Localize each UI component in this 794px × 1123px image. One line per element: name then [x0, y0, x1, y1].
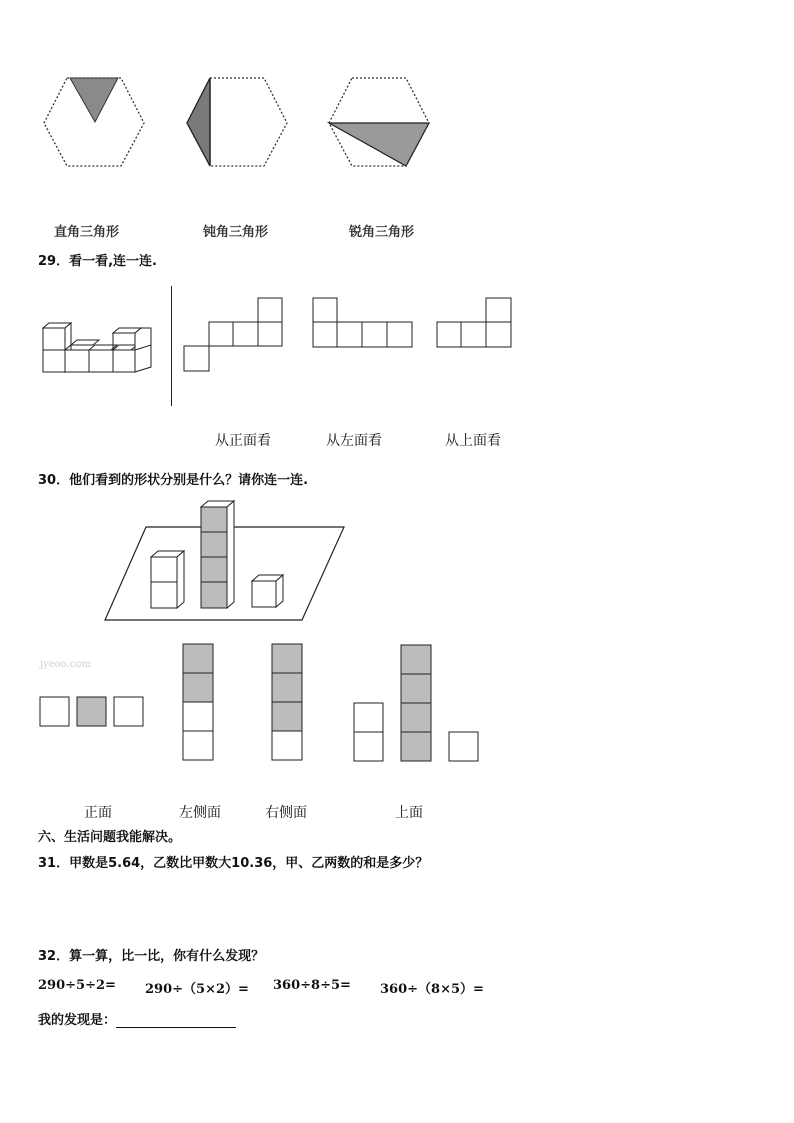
- section-6-title: 六、生活问题我能解决。: [38, 830, 182, 845]
- question-32-title: 32．算一算，比一比，你有什么发现？: [38, 949, 265, 964]
- label-right-triangle: 直角三角形: [54, 225, 120, 240]
- watermark: jyeoo.com: [40, 659, 91, 670]
- label-acute-triangle: 锐角三角形: [349, 225, 415, 240]
- shape-right-side-view: [271, 643, 305, 763]
- question-30-title: 30．他们看到的形状分别是什么？请你连一连.: [38, 473, 309, 488]
- question-31-title: 31．甲数是5.64，乙数比甲数大10.36，甲、乙两数的和是多少？: [38, 856, 429, 871]
- expression-3: 360÷8÷5=: [273, 978, 351, 993]
- view-label-front-30: 正面: [84, 805, 112, 821]
- shape-top-view: [353, 643, 483, 765]
- cube-platform-3d: [104, 498, 346, 623]
- label-obtuse-triangle: 钝角三角形: [203, 225, 269, 240]
- view-grid-a: [183, 297, 285, 375]
- view-label-left-side-30: 左侧面: [179, 805, 221, 821]
- view-label-front: 从正面看: [215, 433, 271, 449]
- expression-4: 360÷（8×5）=: [380, 982, 484, 997]
- shape-front-view: [39, 696, 147, 728]
- view-label-right-side-30: 右侧面: [265, 805, 307, 821]
- view-grid-c: [436, 297, 516, 351]
- finding-answer-line[interactable]: [116, 1013, 236, 1028]
- finding-row: [38, 1009, 236, 1028]
- finding-label: 我的发现是：: [38, 1013, 117, 1028]
- separator-line: [171, 286, 172, 406]
- view-grid-b: [312, 297, 416, 351]
- hexagon-figure-right: [40, 75, 148, 171]
- shape-left-side-view: [182, 643, 216, 763]
- question-29-title: 29．看一看,连一连.: [38, 254, 157, 269]
- hexagon-figure-acute: [325, 75, 433, 171]
- hexagon-figure-obtuse: [183, 75, 291, 171]
- expression-2: 290÷（5×2）=: [145, 982, 249, 997]
- view-label-top: 从上面看: [445, 433, 501, 449]
- view-label-left: 从左面看: [326, 433, 382, 449]
- expression-1: 290÷5÷2=: [38, 978, 116, 993]
- view-label-top-30: 上面: [395, 805, 423, 821]
- cube-arrangement-3d: [40, 320, 160, 380]
